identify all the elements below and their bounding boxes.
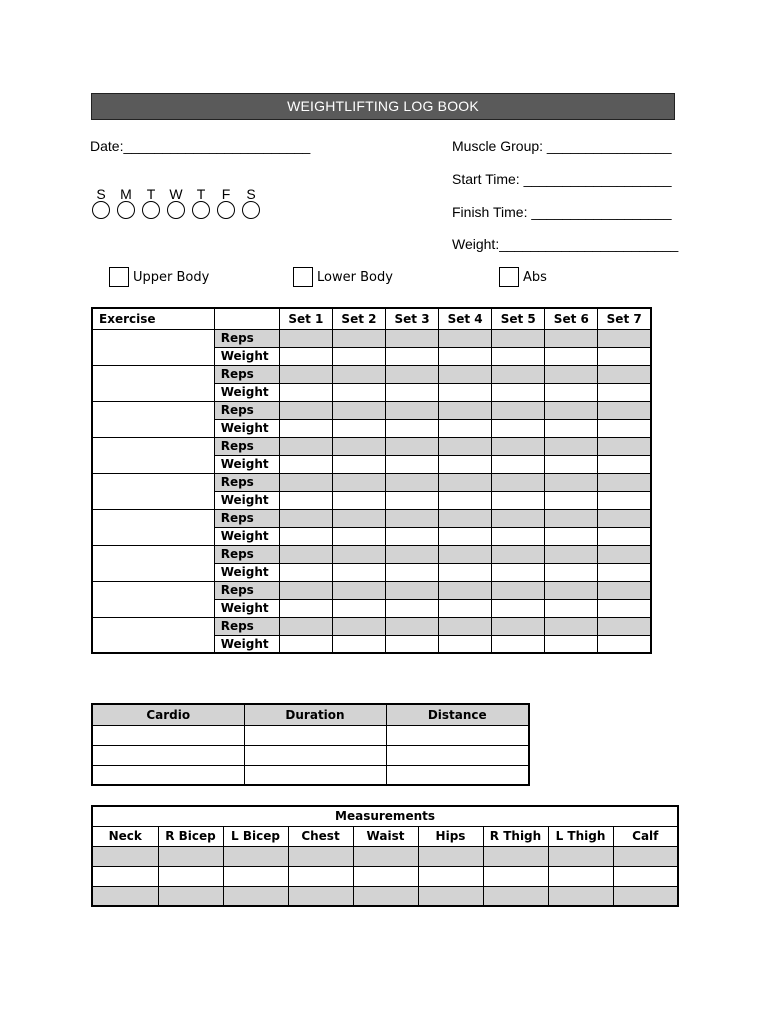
set-cell[interactable] (492, 455, 545, 473)
set-cell[interactable] (492, 383, 545, 401)
measurement-cell[interactable] (548, 866, 613, 886)
measurement-cell[interactable] (353, 866, 418, 886)
set-cell[interactable] (332, 455, 385, 473)
set-cell[interactable] (332, 401, 385, 419)
row-label: Reps (214, 329, 279, 347)
set-cell[interactable] (386, 419, 439, 437)
set-cell[interactable] (279, 455, 332, 473)
row-label: Weight (214, 599, 279, 617)
measurement-cell[interactable] (418, 846, 483, 866)
set-cell[interactable] (332, 383, 385, 401)
row-label: Reps (214, 437, 279, 455)
cardio-table-header (92, 704, 529, 725)
checkbox-label: Upper Body (133, 269, 210, 285)
exercise-row (92, 545, 651, 563)
cardio-cell[interactable] (386, 725, 529, 745)
set-cell[interactable] (386, 617, 439, 635)
set-cell[interactable] (279, 365, 332, 383)
set-cell[interactable] (386, 599, 439, 617)
set-cell[interactable] (279, 599, 332, 617)
set-cell[interactable] (545, 473, 598, 491)
set-cell[interactable] (492, 491, 545, 509)
row-label: Reps (214, 365, 279, 383)
checkbox-icon[interactable] (499, 267, 519, 287)
set-cell[interactable] (492, 473, 545, 491)
set-cell[interactable] (386, 527, 439, 545)
row-label: Reps (214, 617, 279, 635)
day-thursday[interactable] (190, 187, 212, 219)
day-sunday[interactable] (90, 187, 112, 219)
set-cell[interactable] (598, 527, 651, 545)
set-cell[interactable] (598, 401, 651, 419)
measurements-table (91, 805, 679, 907)
set-cell[interactable] (492, 347, 545, 365)
column-header: R Thigh (483, 826, 548, 846)
checkbox-lower-body[interactable] (293, 267, 393, 287)
day-circle-icon[interactable] (117, 201, 135, 219)
day-letter: F (221, 186, 231, 202)
set-cell[interactable] (492, 437, 545, 455)
set-cell[interactable] (332, 347, 385, 365)
weekday-selector (90, 187, 262, 219)
set-cell[interactable] (492, 545, 545, 563)
row-label: Weight (214, 635, 279, 653)
measurement-cell[interactable] (92, 846, 158, 866)
row-label: Weight (214, 527, 279, 545)
set-cell[interactable] (332, 491, 385, 509)
checkbox-label: Lower Body (317, 269, 393, 285)
day-letter: W (169, 186, 183, 202)
measurement-cell[interactable] (353, 886, 418, 906)
set-cell[interactable] (545, 509, 598, 527)
set-cell[interactable] (439, 383, 492, 401)
set-cell[interactable] (598, 599, 651, 617)
measurement-cell[interactable] (483, 866, 548, 886)
set-cell[interactable] (439, 401, 492, 419)
column-header: Chest (288, 826, 353, 846)
set-cell[interactable] (492, 329, 545, 347)
set-cell[interactable] (492, 527, 545, 545)
set-cell[interactable] (332, 329, 385, 347)
set-cell[interactable] (545, 383, 598, 401)
set-cell[interactable] (386, 365, 439, 383)
row-label: Reps (214, 509, 279, 527)
cardio-cell[interactable] (92, 765, 244, 785)
set-cell[interactable] (386, 401, 439, 419)
set-cell[interactable] (386, 473, 439, 491)
day-friday[interactable] (215, 187, 237, 219)
set-cell[interactable] (332, 563, 385, 581)
date-field[interactable]: Date:________________________ (90, 138, 311, 154)
exercise-name-cell[interactable] (92, 473, 214, 509)
set-cell[interactable] (545, 419, 598, 437)
set-cell[interactable] (545, 563, 598, 581)
day-letter: S (96, 186, 106, 202)
exercise-name-cell[interactable] (92, 545, 214, 581)
column-header: Set 7 (598, 308, 651, 329)
measurement-cell[interactable] (158, 886, 223, 906)
set-cell[interactable] (492, 635, 545, 653)
exercise-row (92, 509, 651, 527)
set-cell[interactable] (545, 365, 598, 383)
set-cell[interactable] (439, 581, 492, 599)
exercise-name-cell[interactable] (92, 617, 214, 653)
set-cell[interactable] (279, 545, 332, 563)
day-saturday[interactable] (240, 187, 262, 219)
set-cell[interactable] (545, 545, 598, 563)
measurements-title-row (92, 806, 678, 826)
column-header: L Thigh (548, 826, 613, 846)
set-cell[interactable] (598, 563, 651, 581)
set-cell[interactable] (492, 365, 545, 383)
set-cell[interactable] (439, 491, 492, 509)
set-cell[interactable] (332, 599, 385, 617)
exercise-name-cell[interactable] (92, 509, 214, 545)
set-cell[interactable] (439, 347, 492, 365)
muscle-group-field[interactable]: Muscle Group: ________________ (452, 138, 672, 154)
cardio-row (92, 745, 529, 765)
exercise-row (92, 581, 651, 599)
measurement-row (92, 866, 678, 886)
set-cell[interactable] (279, 329, 332, 347)
set-cell[interactable] (386, 545, 439, 563)
set-cell[interactable] (439, 545, 492, 563)
start-time-field[interactable]: Start Time: ___________________ (452, 171, 672, 187)
set-cell[interactable] (598, 509, 651, 527)
column-header (214, 308, 279, 329)
set-cell[interactable] (492, 581, 545, 599)
column-header: Set 5 (492, 308, 545, 329)
column-header: Waist (353, 826, 418, 846)
set-cell[interactable] (598, 545, 651, 563)
exercise-name-cell[interactable] (92, 365, 214, 401)
set-cell[interactable] (439, 563, 492, 581)
set-cell[interactable] (545, 329, 598, 347)
column-header: Hips (418, 826, 483, 846)
row-label: Weight (214, 491, 279, 509)
exercise-name-cell[interactable] (92, 329, 214, 365)
measurement-cell[interactable] (288, 866, 353, 886)
measurement-cell[interactable] (613, 846, 678, 866)
set-cell[interactable] (598, 473, 651, 491)
measurement-cell[interactable] (548, 886, 613, 906)
set-cell[interactable] (332, 617, 385, 635)
set-cell[interactable] (545, 617, 598, 635)
day-circle-icon[interactable] (142, 201, 160, 219)
set-cell[interactable] (439, 419, 492, 437)
set-cell[interactable] (279, 383, 332, 401)
set-cell[interactable] (598, 383, 651, 401)
measurement-cell[interactable] (613, 866, 678, 886)
row-label: Reps (214, 581, 279, 599)
measurement-cell[interactable] (418, 866, 483, 886)
set-cell[interactable] (439, 599, 492, 617)
set-cell[interactable] (545, 491, 598, 509)
set-cell[interactable] (598, 365, 651, 383)
cardio-cell[interactable] (244, 745, 386, 765)
checkbox-icon[interactable] (293, 267, 313, 287)
page-title: WEIGHTLIFTING LOG BOOK (91, 93, 675, 120)
checkbox-label: Abs (523, 269, 547, 285)
set-cell[interactable] (279, 401, 332, 419)
cardio-cell[interactable] (386, 765, 529, 785)
measurement-cell[interactable] (548, 846, 613, 866)
set-cell[interactable] (598, 347, 651, 365)
set-cell[interactable] (545, 455, 598, 473)
row-label: Weight (214, 419, 279, 437)
cardio-row (92, 725, 529, 745)
set-cell[interactable] (545, 347, 598, 365)
set-cell[interactable] (332, 419, 385, 437)
set-cell[interactable] (332, 581, 385, 599)
measurement-cell[interactable] (92, 866, 158, 886)
measurement-cell[interactable] (483, 846, 548, 866)
set-cell[interactable] (332, 635, 385, 653)
set-cell[interactable] (439, 455, 492, 473)
set-cell[interactable] (386, 347, 439, 365)
measurement-cell[interactable] (483, 886, 548, 906)
column-header: Distance (386, 704, 529, 725)
measurement-cell[interactable] (223, 846, 288, 866)
set-cell[interactable] (492, 563, 545, 581)
set-cell[interactable] (598, 329, 651, 347)
set-cell[interactable] (439, 329, 492, 347)
day-circle-icon[interactable] (217, 201, 235, 219)
set-cell[interactable] (545, 635, 598, 653)
set-cell[interactable] (332, 545, 385, 563)
set-cell[interactable] (492, 599, 545, 617)
set-cell[interactable] (332, 527, 385, 545)
set-cell[interactable] (598, 635, 651, 653)
row-label: Reps (214, 545, 279, 563)
set-cell[interactable] (386, 455, 439, 473)
cardio-cell[interactable] (92, 725, 244, 745)
set-cell[interactable] (279, 491, 332, 509)
set-cell[interactable] (279, 527, 332, 545)
set-cell[interactable] (386, 581, 439, 599)
set-cell[interactable] (279, 347, 332, 365)
set-cell[interactable] (598, 437, 651, 455)
set-cell[interactable] (439, 437, 492, 455)
set-cell[interactable] (545, 599, 598, 617)
measurement-cell[interactable] (223, 886, 288, 906)
set-cell[interactable] (386, 491, 439, 509)
row-label: Reps (214, 473, 279, 491)
column-header: Duration (244, 704, 386, 725)
measurement-cell[interactable] (613, 886, 678, 906)
day-wednesday[interactable] (165, 187, 187, 219)
set-cell[interactable] (545, 401, 598, 419)
set-cell[interactable] (492, 509, 545, 527)
set-cell[interactable] (386, 383, 439, 401)
set-cell[interactable] (332, 437, 385, 455)
finish-time-field[interactable]: Finish Time: __________________ (452, 204, 672, 220)
cardio-cell[interactable] (244, 725, 386, 745)
measurement-cell[interactable] (288, 846, 353, 866)
day-tuesday[interactable] (140, 187, 162, 219)
column-header: Set 3 (386, 308, 439, 329)
exercise-row (92, 401, 651, 419)
set-cell[interactable] (279, 437, 332, 455)
day-circle-icon[interactable] (192, 201, 210, 219)
set-cell[interactable] (598, 491, 651, 509)
set-cell[interactable] (279, 635, 332, 653)
measurements-title: Measurements (92, 806, 678, 826)
day-letter: T (146, 186, 156, 202)
checkbox-icon[interactable] (109, 267, 129, 287)
measurement-cell[interactable] (223, 866, 288, 886)
weight-field[interactable]: Weight:_______________________ (452, 236, 679, 252)
measurement-cell[interactable] (92, 886, 158, 906)
set-cell[interactable] (279, 473, 332, 491)
set-cell[interactable] (279, 581, 332, 599)
set-cell[interactable] (492, 401, 545, 419)
day-letter: S (246, 186, 256, 202)
set-cell[interactable] (386, 509, 439, 527)
exercise-name-cell[interactable] (92, 437, 214, 473)
checkbox-upper-body[interactable] (109, 267, 209, 287)
measurement-cell[interactable] (418, 886, 483, 906)
set-cell[interactable] (598, 419, 651, 437)
column-header: Set 1 (279, 308, 332, 329)
set-cell[interactable] (545, 581, 598, 599)
set-cell[interactable] (545, 437, 598, 455)
column-header: Calf (613, 826, 678, 846)
set-cell[interactable] (386, 437, 439, 455)
set-cell[interactable] (439, 473, 492, 491)
row-label: Weight (214, 383, 279, 401)
exercise-name-cell[interactable] (92, 581, 214, 617)
exercise-row (92, 617, 651, 635)
measurement-row (92, 846, 678, 866)
column-header: Neck (92, 826, 158, 846)
day-circle-icon[interactable] (242, 201, 260, 219)
column-header: Exercise (92, 308, 214, 329)
set-cell[interactable] (279, 419, 332, 437)
set-cell[interactable] (279, 563, 332, 581)
set-cell[interactable] (492, 617, 545, 635)
cardio-cell[interactable] (386, 745, 529, 765)
set-cell[interactable] (386, 329, 439, 347)
exercise-table (91, 307, 652, 654)
cardio-row (92, 765, 529, 785)
exercise-row (92, 473, 651, 491)
set-cell[interactable] (439, 365, 492, 383)
cardio-cell[interactable] (244, 765, 386, 785)
cardio-table (91, 703, 530, 786)
row-label: Reps (214, 401, 279, 419)
day-letter: M (120, 186, 132, 202)
set-cell[interactable] (492, 419, 545, 437)
exercise-row (92, 329, 651, 347)
set-cell[interactable] (279, 509, 332, 527)
measurement-cell[interactable] (158, 866, 223, 886)
set-cell[interactable] (332, 473, 385, 491)
column-header: Set 6 (545, 308, 598, 329)
measurements-header (92, 826, 678, 846)
exercise-table-header (92, 308, 651, 329)
cardio-cell[interactable] (92, 745, 244, 765)
measurement-cell[interactable] (288, 886, 353, 906)
set-cell[interactable] (598, 455, 651, 473)
set-cell[interactable] (332, 509, 385, 527)
set-cell[interactable] (439, 635, 492, 653)
measurement-cell[interactable] (158, 846, 223, 866)
column-header: L Bicep (223, 826, 288, 846)
day-letter: T (196, 186, 206, 202)
exercise-row (92, 365, 651, 383)
set-cell[interactable] (439, 527, 492, 545)
day-circle-icon[interactable] (92, 201, 110, 219)
set-cell[interactable] (598, 581, 651, 599)
exercise-name-cell[interactable] (92, 401, 214, 437)
row-label: Weight (214, 563, 279, 581)
set-cell[interactable] (386, 635, 439, 653)
row-label: Weight (214, 455, 279, 473)
column-header: Set 2 (332, 308, 385, 329)
set-cell[interactable] (386, 563, 439, 581)
set-cell[interactable] (439, 617, 492, 635)
set-cell[interactable] (439, 509, 492, 527)
set-cell[interactable] (332, 365, 385, 383)
day-circle-icon[interactable] (167, 201, 185, 219)
set-cell[interactable] (279, 617, 332, 635)
measurement-row (92, 886, 678, 906)
column-header: R Bicep (158, 826, 223, 846)
column-header: Set 4 (439, 308, 492, 329)
column-header: Cardio (92, 704, 244, 725)
day-monday[interactable] (115, 187, 137, 219)
set-cell[interactable] (545, 527, 598, 545)
exercise-row (92, 437, 651, 455)
checkbox-abs[interactable] (499, 267, 547, 287)
measurement-cell[interactable] (353, 846, 418, 866)
row-label: Weight (214, 347, 279, 365)
set-cell[interactable] (598, 617, 651, 635)
